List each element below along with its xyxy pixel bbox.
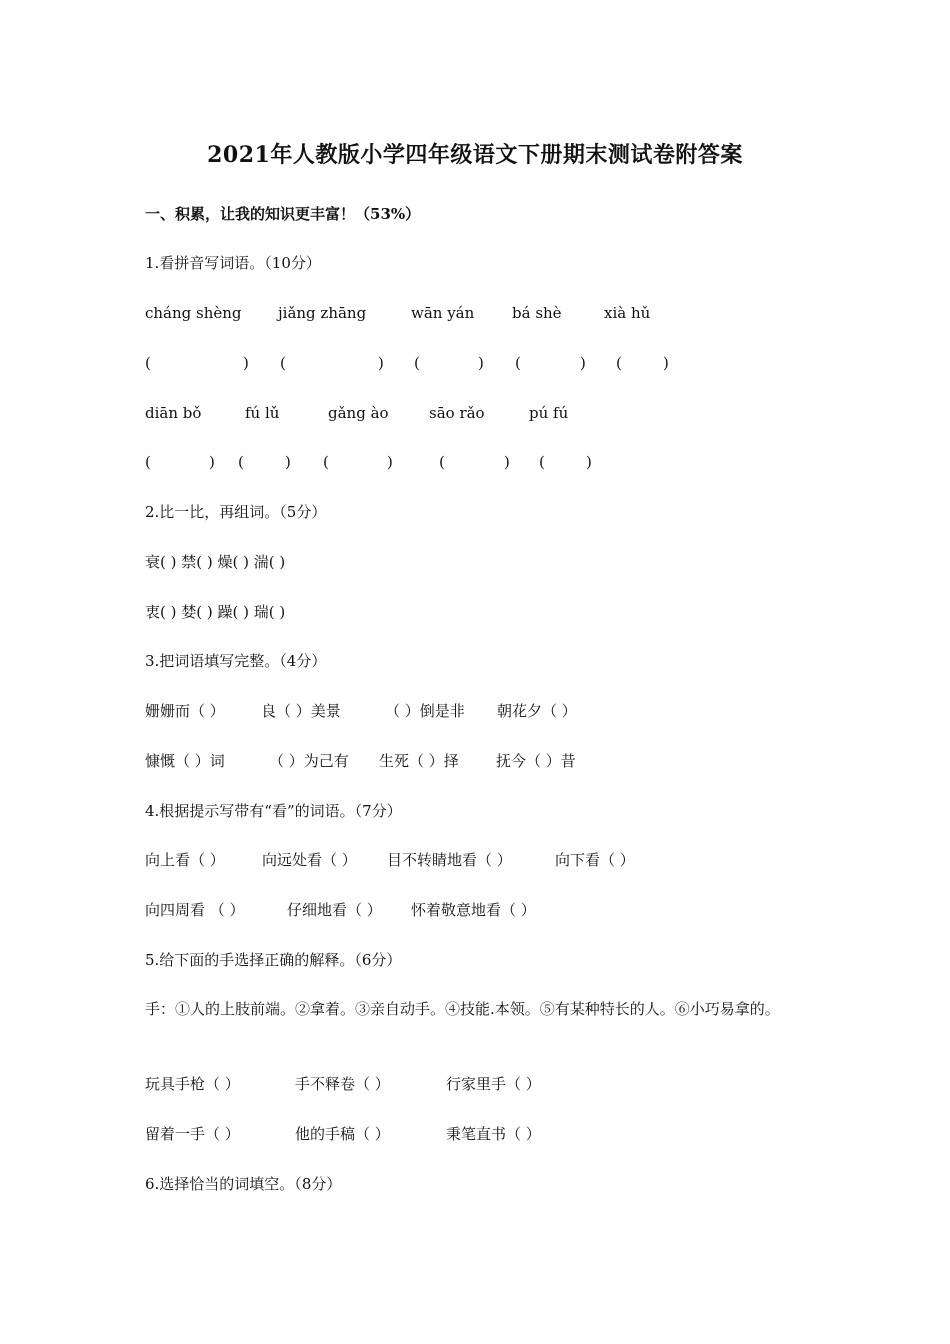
fill-item: 抚今（ ）昔: [496, 752, 576, 770]
bracket: (: [145, 453, 151, 471]
bracket: ): [478, 354, 484, 372]
page-title: 2021年人教版小学四年级语文下册期末测试卷附答案: [207, 142, 743, 168]
q4-heading: 4.根据提示写带有“看”的词语。（7分）: [145, 802, 402, 820]
fill-item: 怀着敬意地看（ ）: [411, 901, 536, 919]
fill-item: 秉笔直书（ ）: [446, 1125, 541, 1143]
fill-item: 玩具手枪（ ）: [145, 1075, 240, 1093]
fill-item: 目不转睛地看（ ）: [387, 851, 512, 869]
q2-row-2: 衷( ) 婪( ) 躁( ) 瑞( ): [145, 603, 286, 621]
bracket: (: [323, 453, 329, 471]
fill-item: 向远处看（ ）: [262, 851, 357, 869]
pinyin-item: fú lǔ: [245, 404, 280, 422]
fill-item: 生死（ ）择: [379, 752, 459, 770]
bracket: ): [387, 453, 393, 471]
bracket: (: [616, 354, 622, 372]
pinyin-item: wān yán: [411, 304, 475, 322]
q1-heading: 1.看拼音写词语。（10分）: [145, 254, 321, 272]
q2-heading: 2.比一比，再组词。（5分）: [145, 503, 327, 521]
fill-item: 仔细地看（ ）: [287, 901, 382, 919]
pinyin-item: xià hǔ: [604, 304, 651, 322]
bracket: (: [238, 453, 244, 471]
bracket: (: [515, 354, 521, 372]
q5-heading: 5.给下面的手选择正确的解释。（6分）: [145, 951, 402, 969]
fill-item: 慷慨（ ）词: [145, 752, 225, 770]
bracket: (: [145, 354, 151, 372]
fill-item: 姗姗而（ ）: [145, 702, 225, 720]
fill-item: 向上看（ ）: [145, 851, 225, 869]
pinyin-item: bá shè: [512, 304, 562, 322]
q6-heading: 6.选择恰当的词填空。（8分）: [145, 1175, 342, 1193]
bracket: (: [439, 453, 445, 471]
bracket: ): [378, 354, 384, 372]
fill-item: 他的手稿（ ）: [295, 1125, 390, 1143]
fill-item: 行家里手（ ）: [446, 1075, 541, 1093]
pinyin-item: diān bǒ: [145, 404, 202, 422]
q5-definition: 手：①人的上肢前端。②拿着。③亲自动手。④技能.本领。⑤有某种特长的人。⑥小巧易拿的。: [145, 1000, 780, 1018]
fill-item: （ ）为己有: [269, 752, 349, 770]
fill-item: 良（ ）美景: [261, 702, 341, 720]
fill-item: 留着一手（ ）: [145, 1125, 240, 1143]
bracket: ): [663, 354, 669, 372]
fill-item: （ ）倒是非: [385, 702, 465, 720]
pinyin-item: cháng shèng: [145, 304, 242, 322]
bracket: (: [414, 354, 420, 372]
bracket: ): [586, 453, 592, 471]
fill-item: 向下看（ ）: [555, 851, 635, 869]
pinyin-item: jiǎng zhāng: [278, 304, 367, 322]
bracket: ): [504, 453, 510, 471]
bracket: ): [243, 354, 249, 372]
bracket: ): [209, 453, 215, 471]
q2-row-1: 衰( ) 禁( ) 燥( ) 湍( ): [145, 553, 286, 571]
pinyin-item: sāo rǎo: [429, 404, 485, 422]
fill-item: 朝花夕（ ）: [497, 702, 577, 720]
fill-item: 手不释卷（ ）: [295, 1075, 390, 1093]
section-heading: 一、积累，让我的知识更丰富！（53%）: [145, 205, 421, 223]
bracket: (: [280, 354, 286, 372]
bracket: ): [285, 453, 291, 471]
fill-item: 向四周看 （ ）: [145, 901, 245, 919]
pinyin-item: gǎng ào: [328, 404, 389, 422]
pinyin-item: pú fú: [529, 404, 569, 422]
bracket: ): [580, 354, 586, 372]
bracket: (: [539, 453, 545, 471]
q3-heading: 3.把词语填写完整。（4分）: [145, 652, 327, 670]
